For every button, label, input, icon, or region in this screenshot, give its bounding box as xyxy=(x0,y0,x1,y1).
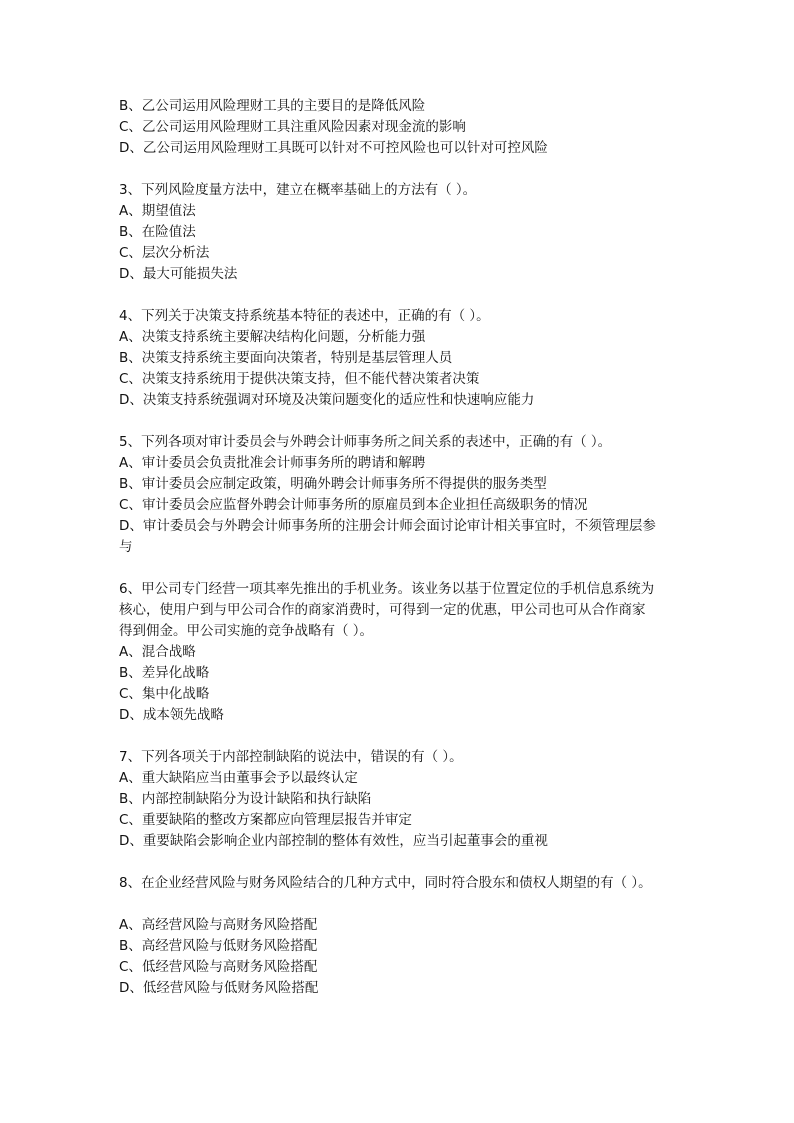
option-label: A、 xyxy=(119,770,142,786)
blank-line xyxy=(119,411,699,432)
option-text: 乙公司运用风险理财工具既可以针对不可控风险也可以针对可控风险 xyxy=(142,140,548,156)
option-item xyxy=(119,453,699,474)
option-text: 期望值法 xyxy=(141,203,196,219)
option-label: A、 xyxy=(119,329,142,345)
option-item xyxy=(119,138,699,159)
option-item xyxy=(119,663,699,684)
option-item xyxy=(119,117,699,138)
option-text: 审计委员会负责批准会计师事务所的聘请和解聘 xyxy=(141,455,426,471)
question-text-line xyxy=(119,600,699,621)
option-item xyxy=(119,915,699,936)
question-block xyxy=(119,726,699,852)
option-item xyxy=(119,789,699,810)
question-text: 甲公司专门经营一项其率先推出的手机业务。该业务以基于位置定位的手机信息系统为 xyxy=(141,581,655,597)
option-label: B、 xyxy=(119,476,142,492)
question-block xyxy=(119,96,699,159)
question-text-line xyxy=(119,873,699,894)
option-label: D、 xyxy=(119,518,143,534)
question-block xyxy=(119,558,699,726)
option-item xyxy=(119,978,699,999)
option-item xyxy=(119,768,699,789)
option-item xyxy=(119,705,699,726)
question-text: 下列风险度量方法中，建立在概率基础上的方法有（ ）。 xyxy=(141,182,477,198)
option-text: 决策支持系统强调对环境及决策问题变化的适应性和快速响应能力 xyxy=(142,392,535,408)
option-label: D、 xyxy=(119,140,143,156)
blank-line xyxy=(119,285,699,306)
option-item xyxy=(119,243,699,264)
question-text-line xyxy=(119,747,699,768)
question-block xyxy=(119,852,699,999)
option-label: C、 xyxy=(119,959,142,975)
option-text: 乙公司运用风险理财工具的主要目的是降低风险 xyxy=(141,98,426,114)
option-item xyxy=(119,936,699,957)
option-text: 高经营风险与低财务风险搭配 xyxy=(141,938,318,954)
question-number: 6、 xyxy=(119,581,142,597)
option-label: B、 xyxy=(119,350,142,366)
option-label: D、 xyxy=(119,980,143,996)
option-text: 高经营风险与高财务风险搭配 xyxy=(141,917,318,933)
option-item xyxy=(119,516,699,537)
question-number: 3、 xyxy=(119,182,142,198)
option-item xyxy=(119,957,699,978)
option-label: B、 xyxy=(119,938,142,954)
option-item xyxy=(119,348,699,369)
option-item xyxy=(119,96,699,117)
option-item xyxy=(119,222,699,243)
document-body xyxy=(119,96,699,999)
question-text-line xyxy=(119,432,699,453)
blank-line xyxy=(119,726,699,747)
question-text: 在企业经营风险与财务风险结合的几种方式中，同时符合股东和债权人期望的有（ ）。 xyxy=(141,875,652,891)
question-text: 下列关于决策支持系统基本特征的表述中，正确的有（ ）。 xyxy=(141,308,490,324)
option-label: B、 xyxy=(119,665,142,681)
option-item xyxy=(119,495,699,516)
blank-line xyxy=(119,558,699,579)
option-text: 决策支持系统主要解决结构化问题，分析能力强 xyxy=(141,329,426,345)
option-label: D、 xyxy=(119,707,143,723)
blank-line xyxy=(119,852,699,873)
question-text: 下列各项对审计委员会与外聘会计师事务所之间关系的表述中，正确的有（ ）。 xyxy=(141,434,612,450)
option-item xyxy=(119,810,699,831)
option-label: D、 xyxy=(119,833,143,849)
question-block xyxy=(119,411,699,558)
question-text-line xyxy=(119,579,699,600)
option-label: A、 xyxy=(119,203,142,219)
question-block xyxy=(119,285,699,411)
option-text: 内部控制缺陷分为设计缺陷和执行缺陷 xyxy=(141,791,372,807)
question-text-line xyxy=(119,180,699,201)
option-text: 混合战略 xyxy=(141,644,196,660)
option-text: 重要缺陷的整改方案都应向管理层报告并审定 xyxy=(141,812,412,828)
option-text: 重要缺陷会影响企业内部控制的整体有效性，应当引起董事会的重视 xyxy=(142,833,548,849)
option-label: C、 xyxy=(119,686,142,702)
question-block xyxy=(119,159,699,285)
option-label: B、 xyxy=(119,98,142,114)
option-text: 决策支持系统主要面向决策者，特别是基层管理人员 xyxy=(141,350,453,366)
option-text: 审计委员会应制定政策，明确外聘会计师事务所不得提供的服务类型 xyxy=(141,476,547,492)
option-item xyxy=(119,831,699,852)
question-text-line xyxy=(119,621,699,642)
option-item xyxy=(119,327,699,348)
option-text: 审计委员会应监督外聘会计师事务所的原雇员到本企业担任高级职务的情况 xyxy=(141,497,588,513)
option-text: 乙公司运用风险理财工具注重风险因素对现金流的影响 xyxy=(141,119,466,135)
option-text-continuation: 与 xyxy=(119,539,133,555)
option-item xyxy=(119,369,699,390)
option-text: 重大缺陷应当由董事会予以最终认定 xyxy=(141,770,358,786)
option-label: B、 xyxy=(119,224,142,240)
option-text: 差异化战略 xyxy=(141,665,210,681)
option-label: A、 xyxy=(119,455,142,471)
option-text: 最大可能损失法 xyxy=(142,266,238,282)
option-item xyxy=(119,390,699,411)
question-text: 下列各项关于内部控制缺陷的说法中，错误的有（ ）。 xyxy=(141,749,463,765)
option-text: 决策支持系统用于提供决策支持，但不能代替决策者决策 xyxy=(141,371,480,387)
option-label: C、 xyxy=(119,245,142,261)
option-item xyxy=(119,264,699,285)
option-label: D、 xyxy=(119,392,143,408)
question-text: 核心，使用户到与甲公司合作的商家消费时，可得到一定的优惠，甲公司也可从合作商家 xyxy=(119,602,646,618)
option-item xyxy=(119,474,699,495)
option-label: C、 xyxy=(119,497,142,513)
question-number: 8、 xyxy=(119,875,142,891)
option-text: 审计委员会与外聘会计师事务所的注册会计师会面讨论审计相关事宜时，不须管理层参 xyxy=(142,518,656,534)
option-label: C、 xyxy=(119,812,142,828)
question-number: 5、 xyxy=(119,434,142,450)
option-label: A、 xyxy=(119,644,142,660)
question-number: 4、 xyxy=(119,308,142,324)
option-text: 层次分析法 xyxy=(141,245,210,261)
option-label: A、 xyxy=(119,917,142,933)
option-text: 成本领先战略 xyxy=(142,707,224,723)
question-text-line xyxy=(119,306,699,327)
option-item xyxy=(119,201,699,222)
option-text: 低经营风险与低财务风险搭配 xyxy=(142,980,319,996)
option-item xyxy=(119,684,699,705)
option-text: 在险值法 xyxy=(141,224,196,240)
question-number: 7、 xyxy=(119,749,142,765)
option-label: C、 xyxy=(119,371,142,387)
blank-line xyxy=(119,159,699,180)
option-text: 集中化战略 xyxy=(141,686,210,702)
option-label: D、 xyxy=(119,266,143,282)
blank-line xyxy=(119,894,699,915)
option-text: 低经营风险与高财务风险搭配 xyxy=(141,959,318,975)
question-text: 得到佣金。甲公司实施的竞争战略有（ ）。 xyxy=(119,623,374,639)
option-label: C、 xyxy=(119,119,142,135)
option-item xyxy=(119,642,699,663)
option-label: B、 xyxy=(119,791,142,807)
